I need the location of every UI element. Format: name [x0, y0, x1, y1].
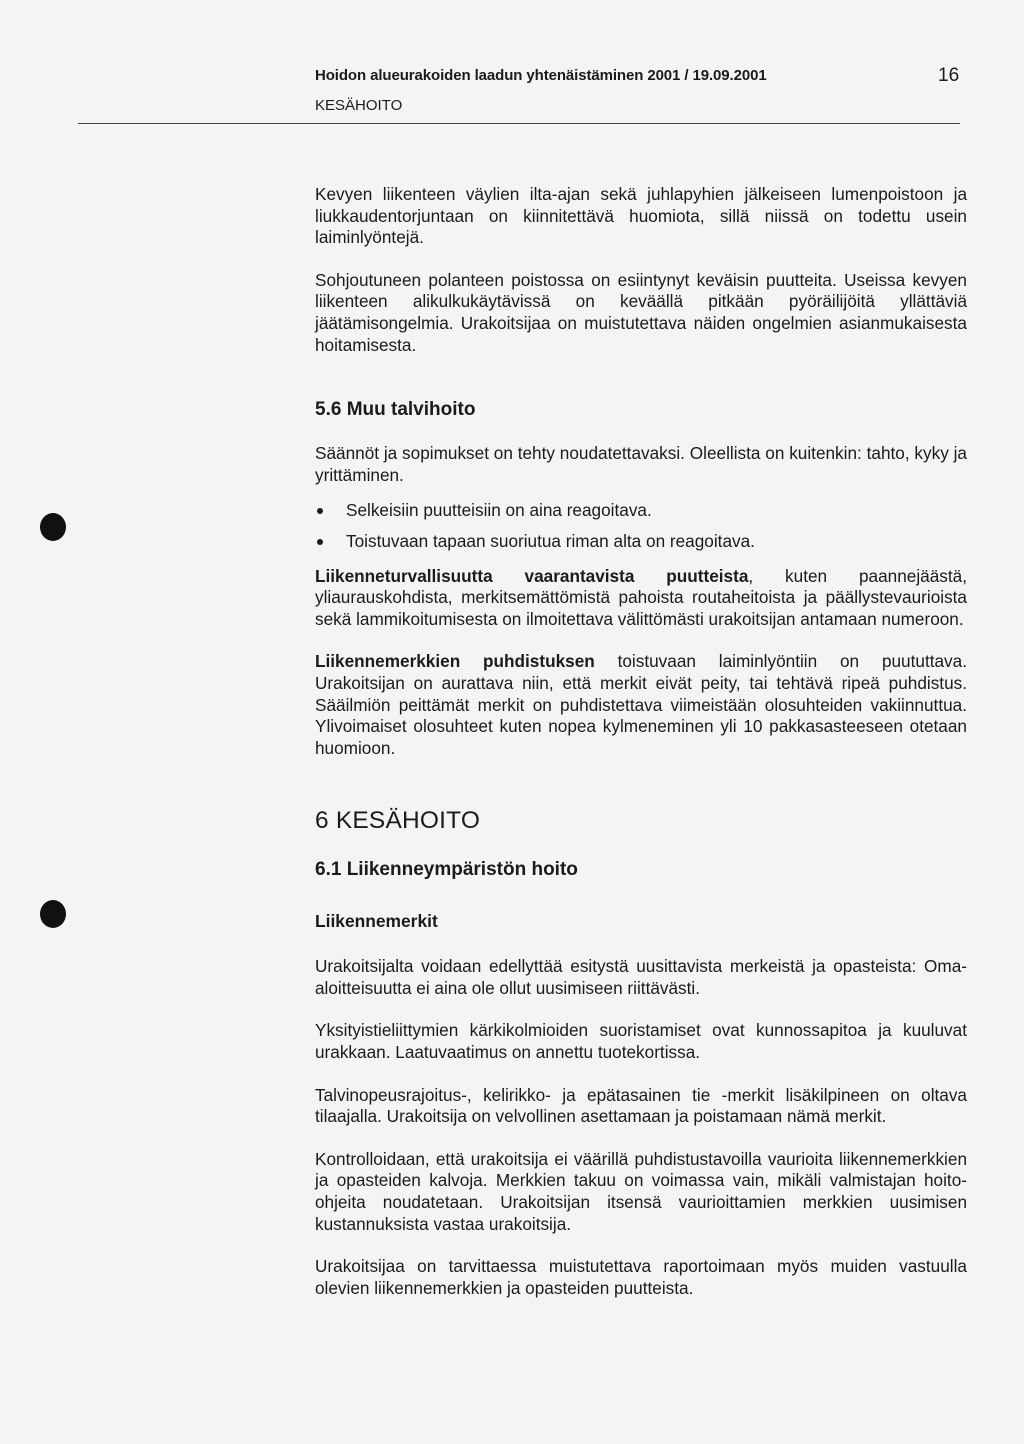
paragraph: Säännöt ja sopimukset on tehty noudatettavaksi. Oleellista on kuitenkin: tahto, kyky ja yrittäminen.	[315, 443, 967, 485]
paragraph: Kevyen liikenteen väylien ilta-ajan sekä juhlapyhien jälkeiseen lumenpoistoon ja liukkaudentorjuntaan on kiinnitettävä huomiota, sillä niissä on todettu usein laiminlyöntejä.	[315, 184, 967, 248]
paragraph: Talvinopeusrajoitus-, kelirikko- ja epätasainen tie -merkit lisäkilpineen on oltava tilaajalla. Urakoitsija on velvollinen asettamaan ja poistamaan nämä merkit.	[315, 1084, 967, 1127]
list-item	[315, 531, 967, 553]
punch-hole-mark	[40, 513, 66, 541]
paragraph: Yksityistieliittymien kärkikolmioiden suoristamiset ovat kunnossapitoa ja kuuluvat urakkaan. Laatuvaatimus on annettu tuotekortissa.	[315, 1020, 967, 1063]
paragraph	[315, 651, 967, 759]
section-heading-6-1: 6.1 Liikenneympäristön hoito	[315, 859, 578, 881]
paragraph	[315, 566, 967, 631]
paragraph: Urakoitsijalta voidaan edellyttää esitystä uusittavista merkeistä ja opasteista: Oma-aloitteisuutta ei aina ole ollut uusimiseen riittävästi.	[315, 956, 967, 998]
list-item-text: Selkeisiin puutteisiin on aina reagoitava.	[346, 500, 652, 521]
punch-hole-mark	[40, 900, 66, 928]
paragraph-text: toistuvaan laiminlyöntiin on puututtava. Urakoitsijan on aurattava niin, että merkit eivät peity, tai tehtävä ripeä puhdistus. Sääilmiön peittämät merkit on puhdistettava viimeistään olosuhteiden vakiinnuttua. Ylivoimaiset olosuhteet kuten nopea kylmeneminen yli 10 pakkasasteeseen otetaan huomioon.	[315, 651, 967, 758]
paragraph-bold-lead: Liikenneturvallisuutta vaarantavista puutteista	[315, 565, 749, 586]
header-section: KESÄHOITO	[315, 97, 403, 114]
bullet-icon	[317, 539, 323, 545]
list-item-text: Toistuvaan tapaan suoriutua riman alta on reagoitava.	[346, 530, 755, 551]
header-divider	[78, 123, 960, 124]
page-content	[315, 184, 967, 1299]
paragraph-bold-lead: Liikennemerkkien puhdistuksen	[315, 651, 595, 672]
paragraph: Kontrolloidaan, että urakoitsija ei väärillä puhdistustavoilla vaurioita liikennemerkkien ja opasteiden kalvoja. Merkkien takuu on voimassa vain, mikäli valmistajan hoito-ohjeita noudatetaan. Urakoitsijan itsensä vaurioittamien merkkien uusimisen kustannuksista vastaa urakoitsija.	[315, 1148, 967, 1234]
paragraph: Sohjoutuneen polanteen poistossa on esiintynyt keväisin puutteita. Useissa kevyen liikenteen alikulkukäytävissä on keväällä pitkään pyöräilijöitä yllättäviä jäätämisongelmia. Urakoitsijaa on muistutettava näiden ongelmien asianmukaisesta hoitamisesta.	[315, 269, 967, 355]
section-heading-5-6: 5.6 Muu talvihoito	[315, 399, 476, 421]
paragraph-text: , kuten paannejäästä, yliaurauskohdista, merkitsemättömistä pahoista routaheitoista ja päällystevaurioista sekä lammikoitumisesta on ilmoitettava välittömästi urakoitsijan antamaan numeroon.	[315, 565, 967, 629]
paragraph: Urakoitsijaa on tarvittaessa muistutettava raportoimaan myös muiden vastuulla olevien liikennemerkkien ja opasteiden puutteista.	[315, 1256, 967, 1298]
subheading-liikennemerkit: Liikennemerkit	[315, 911, 438, 932]
chapter-heading-6: 6 KESÄHOITO	[315, 807, 481, 835]
bullet-list	[315, 500, 967, 552]
page-number: 16	[938, 65, 960, 86]
header-title: Hoidon alueurakoiden laadun yhtenäistäminen 2001 / 19.09.2001	[315, 67, 767, 84]
list-item	[315, 500, 967, 522]
bullet-icon	[317, 508, 323, 514]
